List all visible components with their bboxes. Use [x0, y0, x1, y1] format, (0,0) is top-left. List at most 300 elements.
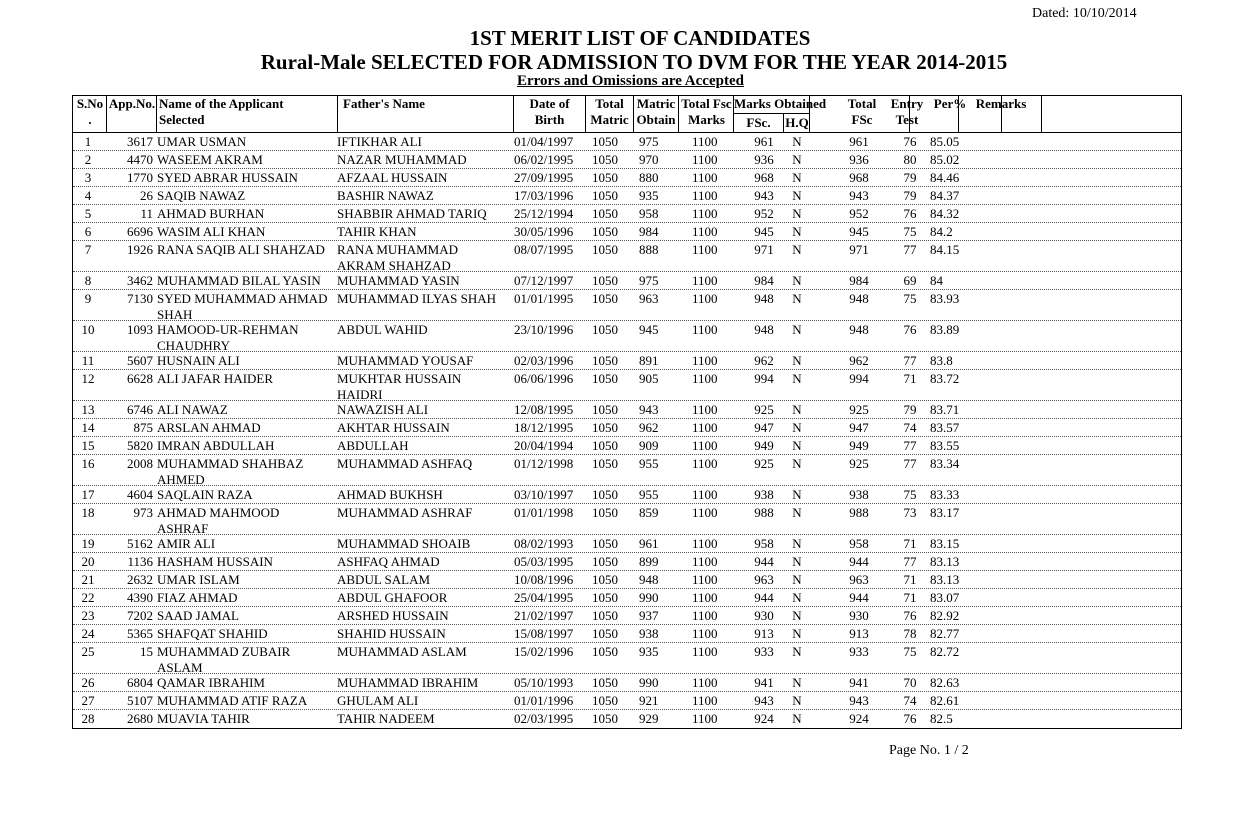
- cell-mo: 970: [639, 152, 659, 167]
- cell-dob: 06/02/1995: [514, 152, 574, 167]
- cell-tm: 1050: [592, 693, 618, 708]
- cell-sno: 25: [81, 644, 95, 659]
- cell-dob: 01/04/1997: [514, 134, 574, 149]
- cell-per: 85.05: [930, 134, 960, 149]
- cell-tot: 949: [849, 438, 869, 453]
- cell-tot: 941: [849, 675, 869, 690]
- cell-app: 7130: [127, 291, 153, 306]
- header-dob: Date of Birth: [529, 96, 570, 127]
- page-title: 1ST MERIT LIST OF CANDIDATES: [469, 26, 811, 50]
- cell-dob: 08/02/1993: [514, 536, 574, 551]
- cell-sno: 1: [84, 134, 92, 149]
- cell-fsc: 933: [754, 644, 774, 659]
- cell-name: HAMOOD-UR-REHMAN CHAUDHRY: [157, 322, 299, 353]
- cell-tf: 1100: [692, 438, 718, 453]
- cell-dob: 12/08/1995: [514, 402, 574, 417]
- table-row: [73, 241, 1181, 272]
- cell-name: WASEEM AKRAM: [157, 152, 263, 167]
- page-subtitle: Rural-Male SELECTED FOR ADMISSION TO DVM FOR THE YEAR 2014-2015: [260, 50, 1008, 74]
- cell-name: SAAD JAMAL: [157, 608, 239, 623]
- cell-tm: 1050: [592, 675, 618, 690]
- cell-et: 74: [903, 420, 917, 435]
- cell-mo: 984: [639, 224, 659, 239]
- cell-et: 79: [903, 402, 917, 417]
- cell-et: 77: [903, 438, 917, 453]
- cell-mo: 958: [639, 206, 659, 221]
- cell-mo: 938: [639, 626, 659, 641]
- cell-fsc: 930: [754, 608, 774, 623]
- cell-father: MUHAMMAD SHOAIB: [337, 536, 471, 551]
- cell-tf: 1100: [692, 206, 718, 221]
- table-row: [73, 133, 1181, 151]
- cell-hq: N: [792, 536, 802, 551]
- cell-tf: 1100: [692, 402, 718, 417]
- cell-tot: 943: [849, 188, 869, 203]
- cell-name: ALI NAWAZ: [157, 402, 228, 417]
- cell-dob: 10/08/1996: [514, 572, 574, 587]
- cell-fsc: 988: [754, 505, 774, 520]
- cell-fsc: 924: [754, 711, 774, 726]
- header-appno: App.No.: [108, 96, 156, 111]
- cell-tf: 1100: [692, 711, 718, 726]
- cell-fsc: 938: [754, 487, 774, 502]
- cell-tot: 971: [849, 242, 869, 257]
- cell-hq: N: [792, 675, 802, 690]
- cell-mo: 975: [639, 134, 659, 149]
- cell-dob: 05/10/1993: [514, 675, 574, 690]
- cell-hq: N: [792, 438, 802, 453]
- cell-et: 80: [903, 152, 917, 167]
- cell-tm: 1050: [592, 456, 618, 471]
- cell-tot: 913: [849, 626, 869, 641]
- cell-et: 79: [903, 170, 917, 185]
- header-total-fsc2: Total FSc: [847, 96, 877, 127]
- cell-fsc: 925: [754, 456, 774, 471]
- cell-dob: 21/02/1997: [514, 608, 574, 623]
- cell-app: 4470: [127, 152, 153, 167]
- table-row: [73, 571, 1181, 589]
- cell-tf: 1100: [692, 456, 718, 471]
- cell-tm: 1050: [592, 134, 618, 149]
- cell-per: 83.57: [930, 420, 960, 435]
- cell-father: AHMAD BUKHSH: [337, 487, 443, 502]
- cell-fsc: 941: [754, 675, 774, 690]
- table-row: [73, 692, 1181, 710]
- cell-fsc: 947: [754, 420, 774, 435]
- cell-per: 82.63: [930, 675, 960, 690]
- table-row: [73, 187, 1181, 205]
- cell-et: 76: [903, 608, 917, 623]
- cell-dob: 23/10/1996: [514, 322, 574, 337]
- cell-per: 83.15: [930, 536, 960, 551]
- cell-tm: 1050: [592, 152, 618, 167]
- cell-tm: 1050: [592, 273, 618, 288]
- cell-sno: 15: [81, 438, 95, 453]
- cell-et: 76: [903, 711, 917, 726]
- cell-per: 84.46: [930, 170, 960, 185]
- table-row: [73, 553, 1181, 571]
- cell-mo: 935: [639, 188, 659, 203]
- cell-father: BASHIR NAWAZ: [337, 188, 434, 203]
- cell-et: 71: [903, 572, 917, 587]
- header-name: Name of the Applicant Selected: [159, 96, 284, 127]
- cell-mo: 888: [639, 242, 659, 257]
- cell-name: WASIM ALI KHAN: [157, 224, 266, 239]
- table-row: [73, 674, 1181, 692]
- cell-tf: 1100: [692, 188, 718, 203]
- cell-per: 83.89: [930, 322, 960, 337]
- cell-fsc: 913: [754, 626, 774, 641]
- cell-hq: N: [792, 134, 802, 149]
- cell-app: 4604: [127, 487, 153, 502]
- cell-tm: 1050: [592, 242, 618, 257]
- cell-sno: 23: [81, 608, 95, 623]
- header-hq: H.Q: [785, 115, 809, 130]
- cell-app: 6696: [127, 224, 153, 239]
- cell-father: AFZAAL HUSSAIN: [337, 170, 448, 185]
- cell-tf: 1100: [692, 644, 718, 659]
- cell-sno: 8: [84, 273, 92, 288]
- cell-hq: N: [792, 188, 802, 203]
- cell-app: 875: [133, 420, 153, 435]
- cell-app: 7202: [127, 608, 153, 623]
- cell-tot: 930: [849, 608, 869, 623]
- cell-name: AHMAD BURHAN: [157, 206, 265, 221]
- cell-fsc: 943: [754, 693, 774, 708]
- cell-dob: 01/01/1995: [514, 291, 574, 306]
- cell-mo: 955: [639, 487, 659, 502]
- cell-sno: 5: [84, 206, 92, 221]
- cell-name: ALI JAFAR HAIDER: [157, 371, 274, 386]
- cell-hq: N: [792, 608, 802, 623]
- cell-name: SAQLAIN RAZA: [157, 487, 253, 502]
- cell-name: MUAVIA TAHIR: [157, 711, 250, 726]
- cell-tf: 1100: [692, 675, 718, 690]
- cell-dob: 03/10/1997: [514, 487, 574, 502]
- cell-hq: N: [792, 590, 802, 605]
- cell-father: NAWAZISH ALI: [337, 402, 429, 417]
- cell-hq: N: [792, 420, 802, 435]
- cell-sno: 28: [81, 711, 95, 726]
- cell-per: 84.2: [930, 224, 953, 239]
- cell-name: RANA SAQIB ALI SHAHZAD: [157, 242, 325, 257]
- cell-tm: 1050: [592, 206, 618, 221]
- cell-per: 83.72: [930, 371, 960, 386]
- cell-et: 75: [903, 291, 917, 306]
- cell-father: TAHIR KHAN: [337, 224, 417, 239]
- cell-name: MUHAMMAD ZUBAIR ASLAM: [157, 644, 291, 675]
- cell-dob: 18/12/1995: [514, 420, 574, 435]
- cell-mo: 945: [639, 322, 659, 337]
- cell-tot: 924: [849, 711, 869, 726]
- cell-app: 1136: [127, 554, 153, 569]
- cell-hq: N: [792, 693, 802, 708]
- cell-et: 77: [903, 456, 917, 471]
- cell-fsc: 994: [754, 371, 774, 386]
- cell-tot: 933: [849, 644, 869, 659]
- cell-father: MUKHTAR HUSSAIN HAIDRI: [337, 371, 462, 402]
- cell-hq: N: [792, 644, 802, 659]
- cell-father: MUHAMMAD YOUSAF: [337, 353, 474, 368]
- cell-tot: 961: [849, 134, 869, 149]
- cell-fsc: 944: [754, 554, 774, 569]
- cell-hq: N: [792, 170, 802, 185]
- cell-sno: 6: [84, 224, 92, 239]
- cell-per: 83.8: [930, 353, 953, 368]
- cell-sno: 9: [84, 291, 92, 306]
- cell-father: MUHAMMAD ASHRAF: [337, 505, 473, 520]
- cell-sno: 16: [81, 456, 95, 471]
- cell-et: 77: [903, 554, 917, 569]
- cell-tf: 1100: [692, 505, 718, 520]
- cell-mo: 929: [639, 711, 659, 726]
- cell-father: RANA MUHAMMAD AKRAM SHAHZAD: [337, 242, 458, 273]
- cell-sno: 14: [81, 420, 95, 435]
- cell-dob: 27/09/1995: [514, 170, 574, 185]
- cell-name: FIAZ AHMAD: [157, 590, 238, 605]
- cell-fsc: 943: [754, 188, 774, 203]
- cell-per: 83.55: [930, 438, 960, 453]
- cell-per: 83.07: [930, 590, 960, 605]
- cell-tf: 1100: [692, 420, 718, 435]
- cell-tm: 1050: [592, 188, 618, 203]
- cell-fsc: 948: [754, 322, 774, 337]
- cell-app: 6746: [127, 402, 153, 417]
- table-row: [73, 205, 1181, 223]
- cell-father: ASHFAQ AHMAD: [337, 554, 440, 569]
- cell-sno: 12: [81, 371, 95, 386]
- cell-app: 6628: [127, 371, 153, 386]
- cell-name: SYED ABRAR HUSSAIN: [157, 170, 298, 185]
- cell-per: 82.72: [930, 644, 960, 659]
- cell-name: AMIR ALI: [157, 536, 216, 551]
- cell-sno: 2: [84, 152, 92, 167]
- cell-sno: 19: [81, 536, 95, 551]
- cell-father: IFTIKHAR ALI: [337, 134, 422, 149]
- header-father: Father's Name: [343, 96, 425, 111]
- cell-fsc: 945: [754, 224, 774, 239]
- cell-tf: 1100: [692, 291, 718, 306]
- header-column-divider: [337, 96, 338, 132]
- cell-sno: 18: [81, 505, 95, 520]
- cell-fsc: 936: [754, 152, 774, 167]
- cell-mo: 975: [639, 273, 659, 288]
- marks-obtained-divider: [733, 113, 810, 114]
- header-sno: S.No .: [76, 96, 104, 127]
- cell-name: MUHAMMAD BILAL YASIN: [157, 273, 321, 288]
- cell-sno: 27: [81, 693, 95, 708]
- cell-name: QAMAR IBRAHIM: [157, 675, 265, 690]
- table-row: [73, 321, 1181, 352]
- cell-mo: 948: [639, 572, 659, 587]
- cell-tf: 1100: [692, 371, 718, 386]
- cell-app: 3617: [127, 134, 153, 149]
- header-remarks: Remarks: [975, 96, 1027, 111]
- cell-tm: 1050: [592, 608, 618, 623]
- cell-father: MUHAMMAD ILYAS SHAH: [337, 291, 497, 306]
- cell-tot: 988: [849, 505, 869, 520]
- cell-name: ARSLAN AHMAD: [157, 420, 261, 435]
- cell-per: 84: [930, 273, 943, 288]
- cell-et: 71: [903, 590, 917, 605]
- cell-tm: 1050: [592, 402, 618, 417]
- cell-app: 973: [133, 505, 153, 520]
- cell-sno: 17: [81, 487, 95, 502]
- cell-tf: 1100: [692, 572, 718, 587]
- header-marks-obtained: Marks Obtained: [734, 96, 827, 111]
- table-row: [73, 589, 1181, 607]
- cell-sno: 22: [81, 590, 95, 605]
- cell-father: AKHTAR HUSSAIN: [337, 420, 450, 435]
- cell-hq: N: [792, 242, 802, 257]
- cell-tot: 963: [849, 572, 869, 587]
- cell-app: 1093: [127, 322, 153, 337]
- cell-dob: 30/05/1996: [514, 224, 574, 239]
- cell-per: 83.93: [930, 291, 960, 306]
- header-fsc: FSc.: [746, 115, 771, 130]
- cell-hq: N: [792, 456, 802, 471]
- header-matric-obtain: Matric Obtain: [636, 96, 676, 127]
- cell-father: SHABBIR AHMAD TARIQ: [337, 206, 487, 221]
- cell-hq: N: [792, 224, 802, 239]
- cell-tf: 1100: [692, 224, 718, 239]
- cell-app: 11: [140, 206, 153, 221]
- cell-app: 5107: [127, 693, 153, 708]
- cell-mo: 921: [639, 693, 659, 708]
- cell-per: 82.5: [930, 711, 953, 726]
- cell-app: 5365: [127, 626, 153, 641]
- cell-tf: 1100: [692, 487, 718, 502]
- cell-app: 1926: [127, 242, 153, 257]
- cell-mo: 891: [639, 353, 659, 368]
- dated-label: Dated: 10/10/2014: [1032, 6, 1137, 21]
- cell-app: 2008: [127, 456, 153, 471]
- cell-father: MUHAMMAD IBRAHIM: [337, 675, 479, 690]
- cell-fsc: 944: [754, 590, 774, 605]
- cell-mo: 899: [639, 554, 659, 569]
- cell-sno: 10: [81, 322, 95, 337]
- cell-tot: 962: [849, 353, 869, 368]
- cell-sno: 4: [84, 188, 92, 203]
- cell-mo: 962: [639, 420, 659, 435]
- cell-father: NAZAR MUHAMMAD: [337, 152, 467, 167]
- cell-per: 82.61: [930, 693, 960, 708]
- cell-tot: 945: [849, 224, 869, 239]
- cell-mo: 990: [639, 675, 659, 690]
- cell-father: ABDUL SALAM: [337, 572, 431, 587]
- cell-name: UMAR ISLAM: [157, 572, 240, 587]
- cell-tot: 925: [849, 402, 869, 417]
- cell-fsc: 961: [754, 134, 774, 149]
- table-row: [73, 272, 1181, 290]
- cell-tm: 1050: [592, 371, 618, 386]
- disclaimer: Errors and Omissions are Accepted: [517, 73, 744, 89]
- table-row: [73, 370, 1181, 401]
- cell-name: UMAR USMAN: [157, 134, 247, 149]
- cell-tf: 1100: [692, 554, 718, 569]
- table-row: [73, 625, 1181, 643]
- cell-sno: 11: [81, 353, 95, 368]
- cell-et: 73: [903, 505, 917, 520]
- cell-et: 77: [903, 242, 917, 257]
- cell-per: 83.13: [930, 572, 960, 587]
- header-column-divider: [1041, 96, 1042, 132]
- table-row: [73, 643, 1181, 674]
- cell-dob: 25/12/1994: [514, 206, 574, 221]
- cell-name: AHMAD MAHMOOD ASHRAF: [157, 505, 280, 536]
- cell-tf: 1100: [692, 608, 718, 623]
- cell-per: 84.32: [930, 206, 960, 221]
- table-row: [73, 151, 1181, 169]
- cell-sno: 24: [81, 626, 95, 641]
- cell-name: HASHAM HUSSAIN: [157, 554, 273, 569]
- cell-et: 71: [903, 536, 917, 551]
- cell-app: 3462: [127, 273, 153, 288]
- cell-dob: 15/02/1996: [514, 644, 574, 659]
- cell-tm: 1050: [592, 487, 618, 502]
- cell-tf: 1100: [692, 273, 718, 288]
- cell-dob: 06/06/1996: [514, 371, 574, 386]
- cell-tm: 1050: [592, 322, 618, 337]
- table-row: [73, 223, 1181, 241]
- cell-mo: 859: [639, 505, 659, 520]
- cell-tm: 1050: [592, 170, 618, 185]
- cell-et: 74: [903, 693, 917, 708]
- table-row: [73, 504, 1181, 535]
- cell-app: 2680: [127, 711, 153, 726]
- cell-sno: 26: [81, 675, 95, 690]
- table-row: [73, 455, 1181, 486]
- cell-dob: 07/12/1997: [514, 273, 574, 288]
- table-row: [73, 419, 1181, 437]
- cell-per: 83.34: [930, 456, 960, 471]
- cell-et: 78: [903, 626, 917, 641]
- cell-fsc: 963: [754, 572, 774, 587]
- cell-mo: 880: [639, 170, 659, 185]
- table-row: [73, 535, 1181, 553]
- cell-tm: 1050: [592, 626, 618, 641]
- table-row: [73, 169, 1181, 187]
- cell-tf: 1100: [692, 152, 718, 167]
- cell-tot: 948: [849, 322, 869, 337]
- cell-dob: 01/01/1996: [514, 693, 574, 708]
- cell-hq: N: [792, 626, 802, 641]
- cell-name: MUHAMMAD SHAHBAZ AHMED: [157, 456, 304, 487]
- cell-father: ABDUL WAHID: [337, 322, 428, 337]
- cell-tm: 1050: [592, 438, 618, 453]
- cell-per: 83.17: [930, 505, 960, 520]
- cell-tm: 1050: [592, 224, 618, 239]
- cell-et: 79: [903, 188, 917, 203]
- cell-app: 5162: [127, 536, 153, 551]
- cell-tot: 944: [849, 590, 869, 605]
- cell-mo: 909: [639, 438, 659, 453]
- merit-table: [72, 95, 1182, 729]
- cell-father: GHULAM ALI: [337, 693, 419, 708]
- cell-dob: 20/04/1994: [514, 438, 574, 453]
- cell-tf: 1100: [692, 536, 718, 551]
- cell-tf: 1100: [692, 693, 718, 708]
- cell-tot: 947: [849, 420, 869, 435]
- cell-name: SAQIB NAWAZ: [157, 188, 246, 203]
- cell-tot: 944: [849, 554, 869, 569]
- cell-hq: N: [792, 152, 802, 167]
- cell-father: TAHIR NADEEM: [337, 711, 435, 726]
- cell-fsc: 984: [754, 273, 774, 288]
- table-row: [73, 437, 1181, 455]
- table-row: [73, 352, 1181, 370]
- cell-mo: 955: [639, 456, 659, 471]
